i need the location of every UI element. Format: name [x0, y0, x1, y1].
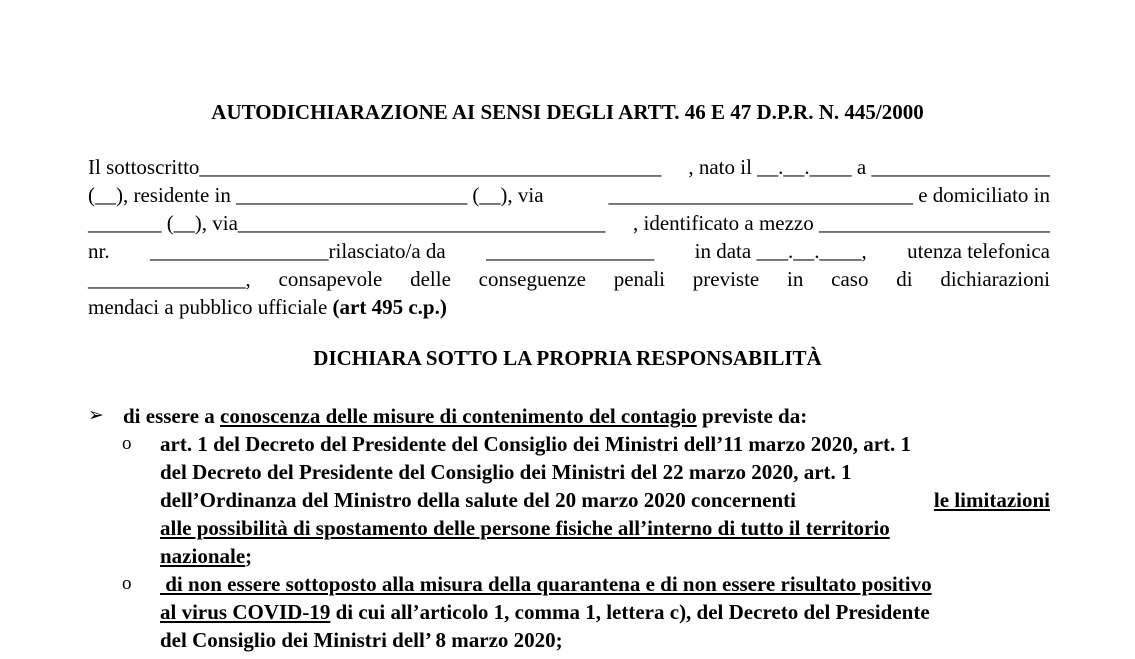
circle-bullet-icon: o: [122, 433, 132, 454]
bullet-text: previste da:: [696, 404, 808, 428]
form-text: penali: [613, 267, 666, 291]
form-line-3: [88, 209, 1050, 237]
form-text: Il sottoscritto____________________________________________: [88, 155, 662, 179]
form-line-4: [88, 237, 1050, 265]
sub-item-2-line: [160, 570, 1050, 598]
sub-item-2-line: [160, 598, 1050, 626]
form-text: dichiarazioni: [940, 267, 1050, 291]
form-line-1: [88, 153, 1050, 181]
sub-text: ;: [245, 544, 253, 568]
form-text: conseguenze: [478, 267, 586, 291]
document-title: AUTODICHIARAZIONE AI SENSI DEGLI ARTT. 46 E 47 D.P.R. N. 445/2000: [211, 100, 924, 124]
form-text: _____________________________ e domiciliato in: [608, 183, 1050, 207]
sub-text-underlined: al virus COVID-19: [160, 600, 331, 624]
bullet-item: [123, 402, 1053, 430]
sub-item-1-line: [160, 458, 1050, 486]
form-text: caso: [831, 267, 869, 291]
form-line-2: [88, 181, 1050, 209]
sub-text-underlined: le limitazioni: [933, 488, 1050, 512]
form-text: ________________: [486, 239, 655, 263]
sub-text: del Decreto del Presidente del Consiglio dei Ministri del 22 marzo 2020, art. 1: [160, 460, 852, 484]
form-text: _________________rilasciato/a da: [150, 239, 446, 263]
form-text: _______ (__), via___________________________________: [88, 211, 606, 235]
form-text: , nato il __.__.____ a _________________: [688, 155, 1050, 179]
sub-item-1-line: [160, 430, 1050, 458]
arrow-bullet-icon: ➢: [88, 405, 104, 426]
sub-text-underlined: di non essere sottoposto alla misura della quarantena e di non essere risultato positivo: [160, 572, 932, 596]
sub-text: art. 1 del Decreto del Presidente del Consiglio dei Ministri dell’11 marzo 2020, art. 1: [160, 432, 912, 456]
form-text: previste: [692, 267, 760, 291]
form-text: consapevole: [278, 267, 383, 291]
form-text-bold: (art 495 c.p.): [332, 295, 447, 319]
sub-item-2-line: [160, 626, 1050, 654]
sub-item-1-line: [160, 514, 1050, 542]
sub-text-underlined: alle possibilità di spostamento delle persone fisiche all’interno di tutto il territorio: [160, 516, 890, 540]
form-text: in: [787, 267, 804, 291]
sub-text-underlined: nazionale: [160, 544, 246, 568]
sub-item-1-line: [160, 542, 1050, 570]
form-text: delle: [410, 267, 451, 291]
form-line-5: [88, 265, 1050, 293]
form-text: (__), residente in ______________________ (__), via: [88, 183, 544, 207]
form-text: in data ___.__.____,: [694, 239, 867, 263]
form-line-6: [88, 293, 1050, 321]
form-text: , identificato a mezzo ______________________: [633, 211, 1050, 235]
section-heading: DICHIARA SOTTO LA PROPRIA RESPONSABILITÀ: [313, 346, 822, 370]
circle-bullet-icon: o: [122, 573, 132, 594]
sub-text: dell’Ordinanza del Ministro della salute del 20 marzo 2020 concernenti: [160, 488, 802, 512]
form-text: utenza telefonica: [907, 239, 1050, 263]
sub-item-1-line: [160, 486, 1050, 514]
form-text: _______________,: [88, 267, 251, 291]
bullet-text: di essere a: [123, 404, 221, 428]
sub-text: di cui all’articolo 1, comma 1, lettera c), del Decreto del Presidente: [330, 600, 930, 624]
form-text: di: [896, 267, 913, 291]
bullet-text-underlined: conoscenza delle misure di contenimento del contagio: [220, 404, 697, 428]
form-text: mendaci a pubblico ufficiale: [88, 295, 333, 319]
form-text: nr.: [88, 239, 110, 263]
sub-text: del Consiglio dei Ministri dell’ 8 marzo 2020;: [160, 628, 563, 652]
